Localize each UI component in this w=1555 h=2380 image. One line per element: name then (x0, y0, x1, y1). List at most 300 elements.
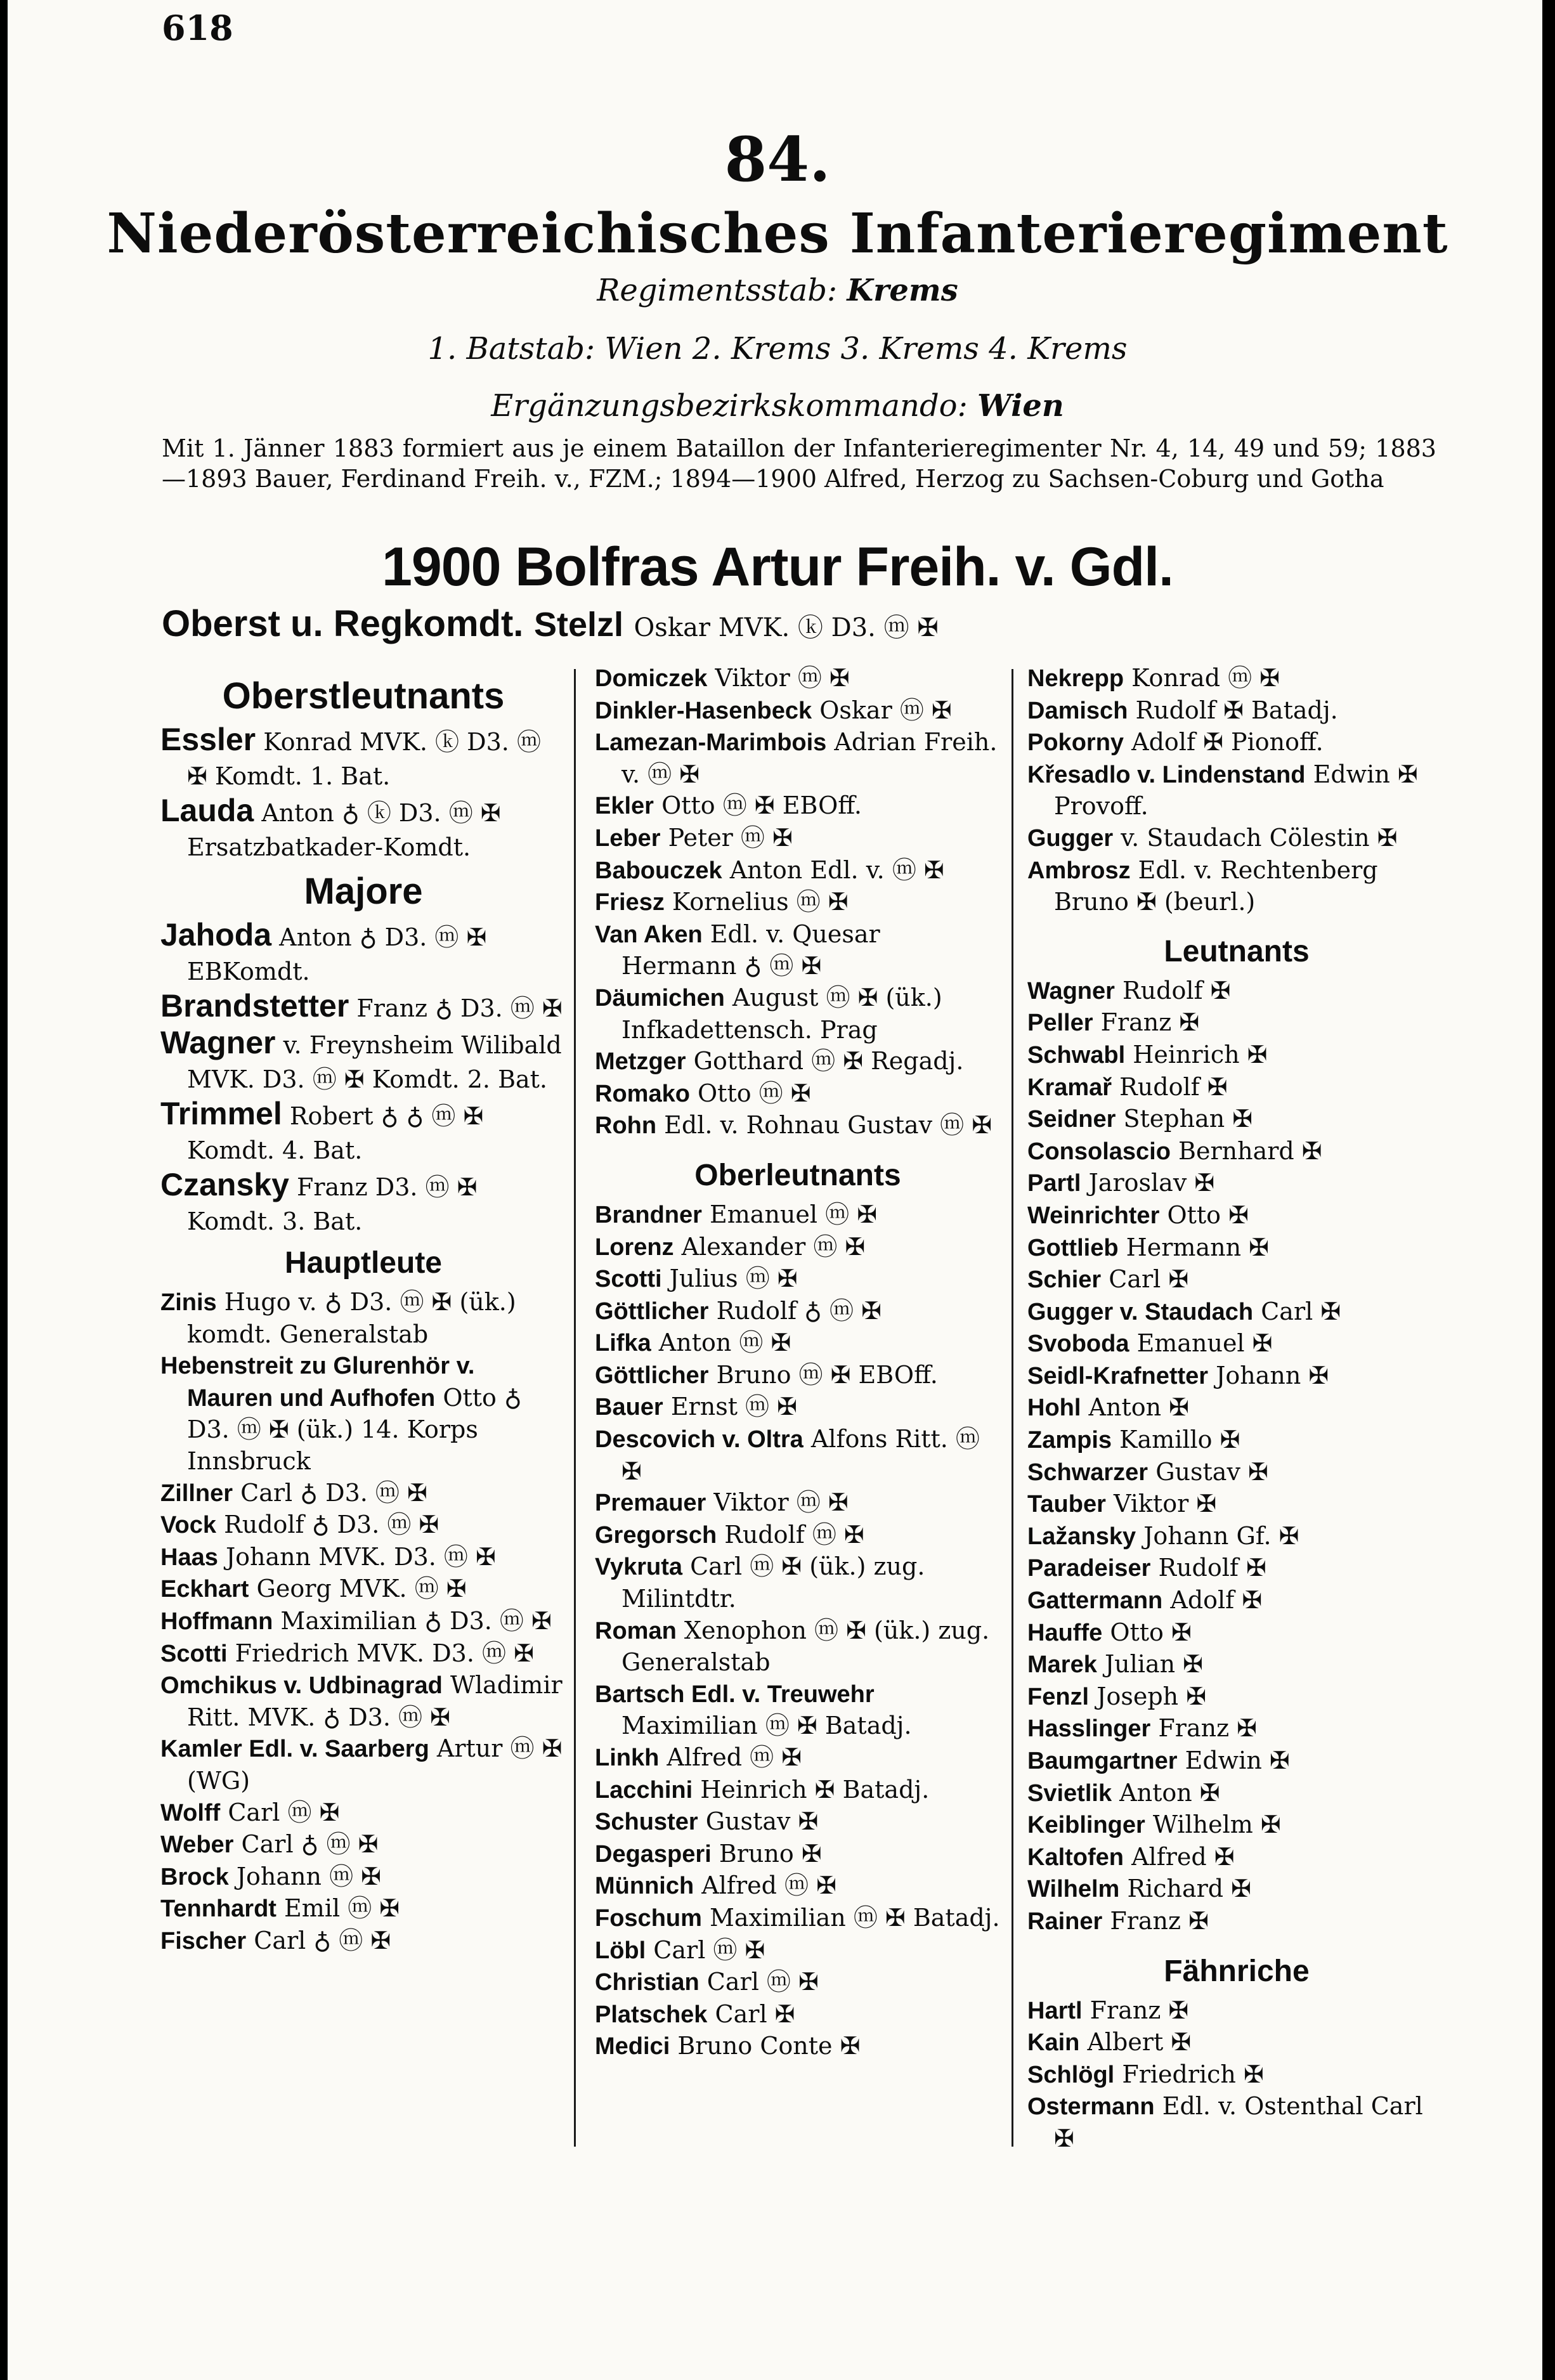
officer-details: Anton ♁ ⓚ D3. ⓜ ✠ Ersatzbatkader-Komdt. (187, 799, 501, 861)
officer-surname: Fischer (160, 1927, 247, 1954)
officer-details: Carl ✠ (715, 2000, 795, 2028)
officer-surname: Partl (1027, 1170, 1081, 1197)
officer-details: Albert ✠ (1087, 2028, 1192, 2057)
officer-entry (1027, 1039, 1446, 1072)
officer-entry (1027, 1585, 1446, 1617)
officer-details: Edwin ✠ Provoff. (1054, 760, 1418, 821)
officer-surname: Brandner (595, 1201, 702, 1228)
officer-entry (160, 1893, 566, 1925)
recruit-label: Ergänzungsbezirkskommando: (491, 388, 968, 424)
officer-surname: Weber (160, 1831, 234, 1859)
officer-details: Edl. v. Quesar Hermann ♁ ⓜ ✠ (621, 920, 880, 980)
officer-entry (160, 1829, 566, 1861)
officer-surname: Schwabl (1027, 1041, 1126, 1069)
officer-surname: Platschek (595, 2001, 708, 2028)
oberleutnants-continued-list (1027, 663, 1446, 918)
officer-entry (595, 823, 1001, 855)
officer-entry (1027, 1328, 1446, 1360)
officer-surname: Brandstetter (160, 988, 349, 1024)
officer-entry (595, 1774, 1001, 1807)
officer-details: Gustav ✠ (1155, 1457, 1268, 1486)
officer-entry (1027, 1424, 1446, 1457)
officer-details: Alfred ⓜ ✠ (667, 1743, 802, 1771)
officer-surname: Babouczek (595, 857, 722, 884)
officer-surname: Wilhelm (1027, 1876, 1120, 1903)
officer-surname: Hohl (1027, 1395, 1081, 1422)
officer-surname: Eckhart (160, 1576, 249, 1603)
officer-surname: Ostermann (1027, 2093, 1155, 2121)
officer-details: Alfred ⓜ ✠ (701, 1871, 836, 1900)
officer-surname: Löbl (595, 1937, 646, 1964)
officer-entry (1027, 1521, 1446, 1553)
officer-surname: Essler (160, 722, 256, 757)
officer-surname: Lorenz (595, 1233, 674, 1261)
faehnriche-list (1027, 1995, 1446, 2155)
leutnants-list (1027, 975, 1446, 1938)
officer-surname: Premauer (595, 1490, 706, 1517)
officer-entry (160, 1670, 566, 1733)
officer-surname: Hebenstreit zu Glurenhör v. Mauren und Aufhofen (160, 1353, 475, 1412)
officer-details: Joseph ✠ (1096, 1682, 1207, 1710)
officer-surname: Kaltofen (1027, 1844, 1124, 1871)
officer-details: Edwin ✠ (1185, 1746, 1290, 1774)
commander-details: Oskar MVK. ⓚ D3. ⓜ ✠ (634, 613, 939, 642)
officer-details: Maximilian ⓜ ✠ Batadj. (710, 1903, 1000, 1932)
officer-surname: Haas (160, 1544, 218, 1571)
officer-details: Peter ⓜ ✠ (668, 823, 793, 852)
officer-entry (1027, 1264, 1446, 1296)
officer-details: Georg MVK. ⓜ ✠ (256, 1575, 467, 1603)
officer-entry (1027, 2027, 1446, 2059)
officer-details: Carl ♁ ⓜ ✠ (241, 1830, 379, 1859)
officer-entry (160, 793, 566, 864)
officer-entry (1027, 855, 1446, 918)
officer-entry (1027, 1745, 1446, 1778)
officer-surname: Bauer (595, 1394, 663, 1421)
officer-details: Viktor ✠ (1113, 1490, 1217, 1518)
officer-surname: Tennhardt (160, 1896, 277, 1923)
officer-surname: Zillner (160, 1479, 233, 1507)
officer-entry (1027, 1552, 1446, 1585)
officer-details: Konrad ⓜ ✠ (1131, 664, 1280, 692)
officer-surname: Hoffmann (160, 1608, 273, 1635)
officer-entry (1027, 1392, 1446, 1424)
section-heading-oberstleutnants: Oberstleutnants (222, 675, 505, 717)
officer-details: v. Freynsheim Wilibald MVK. D3. ⓜ ✠ Komdt. 2. Bat. (187, 1031, 562, 1093)
officer-surname: Gugger (1027, 824, 1114, 852)
officer-entry (595, 1360, 1001, 1392)
officer-entry (595, 1232, 1001, 1264)
officer-details: Johann MVK. D3. ⓜ ✠ (225, 1542, 496, 1571)
officer-surname: Schier (1027, 1266, 1102, 1294)
officer-surname: Kamler Edl. v. Saarberg (160, 1736, 429, 1763)
staff-place: Krems (847, 273, 958, 308)
officer-entry (160, 1096, 566, 1167)
officer-surname: Paradeiser (1027, 1555, 1151, 1582)
officer-surname: Czansky (160, 1167, 289, 1202)
officer-entry (160, 1025, 566, 1096)
officer-entry (160, 1606, 566, 1638)
officer-details: Bernhard ✠ (1178, 1136, 1322, 1165)
officer-entry (595, 790, 1001, 823)
officer-surname: Křesadlo v. Lindenstand (1027, 761, 1306, 788)
officer-details: Julian ✠ (1104, 1650, 1203, 1679)
officer-surname: Zampis (1027, 1427, 1112, 1454)
officer-details: Bruno ✠ (719, 1839, 822, 1868)
officer-surname: Christian (595, 1969, 699, 1996)
officer-entry (1027, 2091, 1446, 2154)
officer-entry (160, 1542, 566, 1574)
officer-entry (595, 1199, 1001, 1232)
officer-surname: Van Aken (595, 921, 703, 948)
regiment-commander (162, 602, 939, 645)
recruit-place: Wien (977, 388, 1064, 424)
officer-details: Otto ⓜ ✠ EBOff. (661, 791, 862, 820)
officer-surname: Hartl (1027, 1997, 1083, 2024)
officer-details: August ⓜ ✠ (ük.) Infkadettensch. Prag (621, 983, 942, 1044)
officer-entry (1027, 1488, 1446, 1521)
commander-label: Oberst u. Regkomdt. (162, 603, 524, 644)
officer-entry (160, 722, 566, 793)
regimental-staff-line (0, 273, 1555, 308)
officer-details: Emanuel ✠ (1136, 1329, 1273, 1358)
officer-entry (160, 918, 566, 989)
officer-entry (595, 1551, 1001, 1615)
officer-details: Otto ⓜ ✠ (698, 1079, 811, 1107)
officer-details: Rudolf ✠ (1122, 976, 1231, 1005)
officer-entry (160, 1167, 566, 1239)
officer-details: Oskar ⓜ ✠ (819, 696, 952, 724)
officer-entry (1027, 1072, 1446, 1104)
officer-entry (1027, 759, 1446, 823)
officer-surname: Schuster (595, 1809, 698, 1836)
officer-details: Franz ♁ D3. ⓜ ✠ (356, 994, 563, 1022)
officer-details: Johann ✠ (1216, 1361, 1329, 1389)
officer-entry (1027, 975, 1446, 1008)
officer-surname: Ekler (595, 793, 654, 820)
officer-surname: Schlögl (1027, 2061, 1115, 2088)
officer-entry (1027, 2059, 1446, 2091)
officer-entry (160, 1733, 566, 1797)
officer-entry (595, 1615, 1001, 1679)
officer-details: Edl. v. Rechtenberg Bruno ✠ (beurl.) (1054, 855, 1378, 916)
officer-surname: Kain (1027, 2029, 1080, 2057)
officer-details: Carl ⓜ ✠ (228, 1798, 340, 1826)
officer-surname: Tauber (1027, 1491, 1106, 1518)
column-divider (1012, 669, 1013, 2147)
officer-surname: Lacchini (595, 1776, 693, 1804)
officer-entry (1027, 1713, 1446, 1745)
officer-details: Xenophon ⓜ ✠ (ük.) zug. Generalstab (621, 1616, 990, 1677)
officer-entry (595, 2031, 1001, 2063)
officer-details: Maximilian ⓜ ✠ Batadj. (621, 1712, 912, 1740)
officer-entry (160, 989, 566, 1025)
section-heading-hauptleute: Hauptleute (284, 1246, 442, 1280)
officer-details: Viktor ⓜ ✠ (713, 1488, 849, 1517)
officer-details: Carl ✠ (1109, 1265, 1189, 1294)
officer-details: Hermann ✠ (1126, 1233, 1269, 1261)
officer-details: Franz ✠ (1100, 1008, 1200, 1037)
officer-surname: Pokorny (1027, 729, 1124, 757)
officer-entry (595, 1870, 1001, 1902)
officer-entry (160, 1350, 566, 1477)
officer-surname: Scotti (595, 1266, 662, 1293)
officer-details: Viktor ⓜ ✠ (715, 664, 850, 692)
officer-entry (1027, 1906, 1446, 1938)
officer-entry (595, 982, 1001, 1046)
column-2 (595, 663, 1001, 2063)
officer-entry (595, 1679, 1001, 1742)
officer-surname: Brock (160, 1863, 229, 1890)
officer-surname: Rainer (1027, 1908, 1103, 1935)
officer-details: Ernst ⓜ ✠ (670, 1393, 797, 1421)
officer-entry (595, 663, 1001, 695)
officer-entry (1027, 1617, 1446, 1649)
recruiting-line (0, 388, 1555, 424)
officer-surname: Ambrosz (1027, 857, 1131, 884)
officer-entry (1027, 663, 1446, 695)
officer-surname: Hauffe (1027, 1619, 1103, 1646)
officer-surname: Wagner (1027, 977, 1115, 1005)
officer-surname: Lifka (595, 1330, 651, 1357)
officer-entry (595, 887, 1001, 919)
officer-entry (595, 1046, 1001, 1078)
officer-details: Rudolf ⓜ ✠ (724, 1520, 864, 1549)
hauptleute-list (160, 1287, 566, 1957)
battalions-line: 1. Batstab: Wien 2. Krems 3. Krems 4. Krems (427, 331, 1128, 367)
officer-surname: Gregorsch (595, 1521, 717, 1549)
hauptleute-continued-list (595, 663, 1001, 1142)
officer-details: Otto ♁ D3. ⓜ ✠ (ük.) 14. Korps Innsbruck (187, 1383, 522, 1475)
officer-entry (1027, 823, 1446, 855)
officer-details: Emanuel ⓜ ✠ (710, 1200, 878, 1228)
officer-surname: Consolascio (1027, 1138, 1171, 1165)
officer-entry (1027, 1809, 1446, 1842)
officer-surname: Descovich v. Oltra (595, 1426, 804, 1453)
officer-surname: Bartsch Edl. v. Treuwehr (595, 1681, 875, 1708)
oberleutnants-list (595, 1199, 1001, 2063)
officer-surname: Seidl-Krafnetter (1027, 1362, 1209, 1389)
column-divider (574, 669, 576, 2147)
officer-surname: Svoboda (1027, 1330, 1129, 1358)
officer-details: Carl ⓜ ✠ (653, 1935, 765, 1964)
officer-details: Anton ⓜ ✠ (658, 1329, 791, 1357)
officer-surname: Vykruta (595, 1554, 682, 1581)
officer-surname: Wagner (160, 1025, 276, 1060)
officer-details: Otto ✠ (1167, 1200, 1249, 1229)
officer-details: Bruno ⓜ ✠ EBOff. (716, 1360, 938, 1389)
officer-details: Bruno Conte ✠ (677, 2032, 861, 2060)
officer-surname: Jahoda (160, 917, 272, 953)
officer-details: v. Staudach Cölestin ✠ (1121, 823, 1398, 852)
officer-surname: Omchikus v. Udbinagrad (160, 1672, 443, 1700)
officer-details: Carl ✠ (1261, 1297, 1341, 1325)
officer-entry (160, 1861, 566, 1894)
officer-details: Kamillo ✠ (1119, 1426, 1240, 1454)
officer-details: Franz ✠ (1158, 1714, 1258, 1743)
officer-surname: Svietlik (1027, 1779, 1112, 1807)
officer-surname: Vock (160, 1512, 217, 1539)
officer-details: Jaroslav ✠ (1088, 1169, 1215, 1197)
officer-entry (1027, 1457, 1446, 1489)
officer-entry (595, 855, 1001, 887)
officer-details: Anton ✠ (1088, 1393, 1189, 1422)
officer-entry (595, 919, 1001, 982)
officer-surname: Damisch (1027, 697, 1128, 724)
column-1 (160, 669, 566, 1957)
officer-details: Rudolf ✠ (1119, 1072, 1228, 1101)
officer-surname: Leber (595, 824, 661, 852)
officer-surname: Medici (595, 2033, 670, 2060)
officer-surname: Peller (1027, 1010, 1093, 1037)
officer-surname: Keiblinger (1027, 1812, 1145, 1839)
officer-surname: Gottlieb (1027, 1234, 1119, 1261)
section-heading-leutnants: Leutnants (1164, 934, 1310, 968)
officer-entry (595, 1263, 1001, 1296)
officer-details: Adolf ✠ (1170, 1586, 1263, 1615)
officer-surname: Münnich (595, 1873, 694, 1900)
officer-entry (595, 1424, 1001, 1487)
officer-details: Johann Gf. ✠ (1143, 1521, 1299, 1550)
officer-details: Maximilian ♁ D3. ⓜ ✠ (280, 1606, 552, 1635)
officer-entry (1027, 727, 1446, 759)
officer-entry (160, 1478, 566, 1510)
officer-entry (1027, 1681, 1446, 1713)
officer-surname: Göttlicher (595, 1297, 709, 1325)
officer-entry (1027, 1136, 1446, 1168)
officer-details: Alfred ✠ (1131, 1842, 1235, 1871)
officer-details: Konrad MVK. ⓚ D3. ⓜ ✠ Komdt. 1. Bat. (187, 728, 541, 790)
officer-entry (1027, 1873, 1446, 1906)
officer-entry (595, 1487, 1001, 1519)
officer-surname: Lamezan-Marimbois (595, 729, 827, 757)
officer-details: Heinrich ✠ (1133, 1040, 1268, 1069)
officer-details: Anton ♁ D3. ⓜ ✠ EBKomdt. (187, 923, 487, 985)
officer-entry (1027, 695, 1446, 727)
officer-surname: Trimmel (160, 1096, 282, 1131)
officer-entry (595, 1391, 1001, 1424)
officer-details: Rudolf ✠ (1158, 1554, 1266, 1582)
officer-surname: Metzger (595, 1048, 686, 1076)
officer-surname: Schwarzer (1027, 1459, 1148, 1486)
officer-surname: Degasperi (595, 1840, 712, 1868)
officer-details: Artur ⓜ ✠ (WG) (187, 1734, 563, 1795)
section-heading-majore: Majore (304, 871, 423, 912)
officer-details: Friedrich MVK. D3. ⓜ ✠ (235, 1639, 534, 1667)
page-number: 618 (162, 8, 233, 48)
officer-surname: Nekrepp (1027, 665, 1124, 692)
officer-entry (595, 1078, 1001, 1110)
officer-details: Anton ✠ (1119, 1778, 1220, 1807)
officer-details: Franz ✠ (1110, 1906, 1209, 1935)
officer-surname: Dinkler-Hasenbeck (595, 697, 812, 724)
officer-surname: Lažansky (1027, 1523, 1136, 1550)
officer-entry (1027, 1360, 1446, 1393)
officer-details: Edl. v. Ostenthal Carl ✠ (1054, 2092, 1423, 2152)
officer-surname: Gattermann (1027, 1587, 1163, 1615)
officer-details: Wladimir Ritt. MVK. ♁ D3. ⓜ ✠ (187, 1671, 563, 1731)
officer-details: Adolf ✠ Pionoff. (1131, 728, 1324, 757)
officer-details: Robert ♁ ♁ ⓜ ✠ Komdt. 4. Bat. (187, 1102, 484, 1164)
officer-surname: Friesz (595, 889, 665, 916)
officer-entry (595, 1296, 1001, 1328)
officer-details: Johann ⓜ ✠ (236, 1862, 381, 1890)
officer-entry (595, 1999, 1001, 2031)
officer-entry (595, 1327, 1001, 1360)
officer-details: Friedrich ✠ (1122, 2060, 1264, 2088)
officer-surname: Roman (595, 1617, 677, 1644)
officer-entry (595, 1110, 1001, 1142)
officer-entry (1027, 1007, 1446, 1039)
regiment-chief: 1900 Bolfras Artur Freih. v. Gdl. (382, 536, 1173, 597)
regiment-number: 84. (724, 124, 831, 195)
officer-entry (1027, 1200, 1446, 1232)
officer-entry (1027, 1103, 1446, 1136)
officer-surname: Zinis (160, 1289, 217, 1316)
officer-surname: Baumgartner (1027, 1748, 1178, 1774)
officer-surname: Linkh (595, 1745, 660, 1771)
officer-details: Gustav ✠ (705, 1807, 819, 1836)
officer-entry (1027, 1995, 1446, 2027)
officer-entry (595, 1806, 1001, 1838)
officer-entry (595, 1742, 1001, 1774)
officer-details: Adrian Freih. v. ⓜ ✠ (621, 728, 998, 788)
officer-surname: Wolff (160, 1799, 221, 1826)
officer-entry (595, 1838, 1001, 1871)
majore-list (160, 918, 566, 1239)
officer-surname: Seidner (1027, 1106, 1116, 1133)
officer-entry (595, 1967, 1001, 1999)
page-title: Niederösterreichisches Infanterieregiment (107, 202, 1448, 266)
officer-entry (1027, 1167, 1446, 1200)
officer-entry (160, 1287, 566, 1350)
officer-surname: Rohn (595, 1112, 657, 1140)
officer-details: Gotthard ⓜ ✠ Regadj. (693, 1047, 964, 1076)
officer-entry (160, 1573, 566, 1606)
officer-entry (160, 1638, 566, 1670)
officer-details: Alexander ⓜ ✠ (681, 1232, 866, 1261)
officer-details: Edl. v. Rohnau Gustav ⓜ ✠ (664, 1111, 992, 1140)
officer-surname: Däumichen (595, 984, 725, 1011)
officer-entry (595, 727, 1001, 790)
officer-surname: Weinrichter (1027, 1202, 1160, 1229)
officer-details: Rudolf ✠ Batadj. (1135, 696, 1338, 724)
officer-details: Julius ⓜ ✠ (669, 1265, 798, 1293)
section-heading-oberleutnants: Oberleutnants (694, 1158, 901, 1192)
officer-entry (1027, 1842, 1446, 1874)
officer-details: Alfons Ritt. ⓜ ✠ (621, 1425, 980, 1485)
officer-details: Carl ♁ ⓜ ✠ (254, 1926, 391, 1954)
officer-details: Kornelius ⓜ ✠ (672, 888, 849, 916)
officer-surname: Göttlicher (595, 1362, 709, 1389)
officer-surname: Domiczek (595, 665, 708, 692)
officer-entry (1027, 1296, 1446, 1329)
officer-surname: Gugger v. Staudach (1027, 1298, 1254, 1325)
officer-surname: Kramař (1027, 1074, 1112, 1101)
officer-entry (595, 1902, 1001, 1935)
officer-entry (1027, 1232, 1446, 1265)
officer-details: Rudolf ♁ ⓜ ✠ (716, 1296, 882, 1325)
history-paragraph: Mit 1. Jänner 1883 formiert aus je einem Bataillon der Infanterieregimenter Nr. 4, 14, 49 und 59; 1883—1893 Bauer, Ferdinand Freih. v., FZM.; 1894—1900 Alfred, Herzog zu Sachsen-Coburg und Gotha (162, 434, 1436, 493)
officer-entry (1027, 1649, 1446, 1681)
officer-entry (160, 1925, 566, 1958)
officer-surname: Hasslinger (1027, 1715, 1151, 1743)
officer-details: Franz D3. ⓜ ✠ Komdt. 3. Bat. (187, 1173, 478, 1235)
oberstleutnants-list (160, 722, 566, 864)
column-3 (1027, 663, 1446, 2155)
officer-surname: Scotti (160, 1640, 228, 1667)
officer-surname: Lauda (160, 793, 254, 828)
